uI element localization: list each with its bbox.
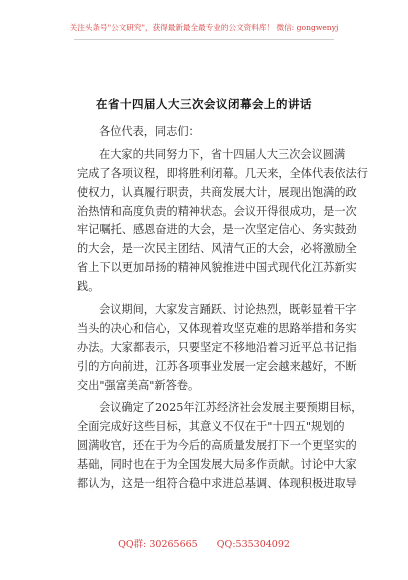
paragraph-1 (77, 146, 368, 297)
paragraph-line: 牢记嘱托、感恩奋进的大会，是一次坚定信心、务实鼓劲 (77, 223, 357, 237)
paragraph-line: 全面完成好这些目标，其意义不仅在于"十四五"规划的 (77, 420, 345, 434)
paragraph-line: 的大会，是一次民主团结、风清气正的大会，必将激励全 (77, 242, 357, 256)
header-divider (74, 39, 334, 40)
paragraph-line: 省上下以更加昂扬的精神风貌推进中国式现代化江苏新实 (77, 261, 357, 275)
salutation: 各位代表，同志们： (99, 125, 200, 138)
paragraph-line: 办法。大家都表示，只要坚定不移地沿着习近平总书记指 (77, 340, 357, 354)
footer-qq-group: QQ群: 30265665 (118, 539, 198, 550)
paragraph-line: 践。 (77, 280, 100, 294)
paragraph-line: 交出"强富美高"新答卷。 (77, 378, 200, 392)
paragraph-line: 治热情和高度负责的精神状态。会议开得很成功，是一次 (77, 204, 357, 218)
paragraph-line: 基础，同时也在于为全国发展大局多作贡献。讨论中大家 (77, 458, 357, 472)
paragraph-line: 会议期间，大家发言踊跃、讨论热烈，既彰显着干字 (99, 303, 357, 317)
paragraph-line: 使权力，认真履行职责，共商发展大计，展现出饱满的政 (77, 185, 357, 199)
footer-contact (0, 536, 408, 550)
paragraph-line: 都认为，这是一组符合稳中求进总基调、体现积极进取导 (77, 477, 357, 491)
paragraph-line: 引的方向前进，江苏各项事业发展一定会越来越好，不断 (77, 359, 357, 373)
paragraph-line: 圆满收官，还在于为今后的高质量发展打下一个更坚实的 (77, 439, 357, 453)
paragraph-line: 在大家的共同努力下，省十四届人大三次会议圆满 (99, 147, 346, 161)
document-body (77, 123, 368, 494)
paragraph-line: 会议确定了2025年江苏经济社会发展主要预期目标， (99, 401, 363, 415)
paragraph-3 (77, 399, 363, 493)
header-promo-note: 关注头条号"公文研究"，获得最新最全最专业的公文资料库！ 微信: gongwenyj (69, 23, 339, 32)
paragraph-2 (77, 301, 357, 395)
paragraph-line: 完成了各项议程，即将胜利闭幕。几天来，全体代表依法行 (77, 166, 368, 180)
footer-qq-number: QQ:535304092 (216, 539, 290, 550)
paragraph-line: 当头的决心和信心，又体现着攻坚克难的思路举措和务实 (77, 321, 357, 335)
document-title: 在省十四届人大三次会议闭幕会上的讲话 (96, 97, 312, 111)
